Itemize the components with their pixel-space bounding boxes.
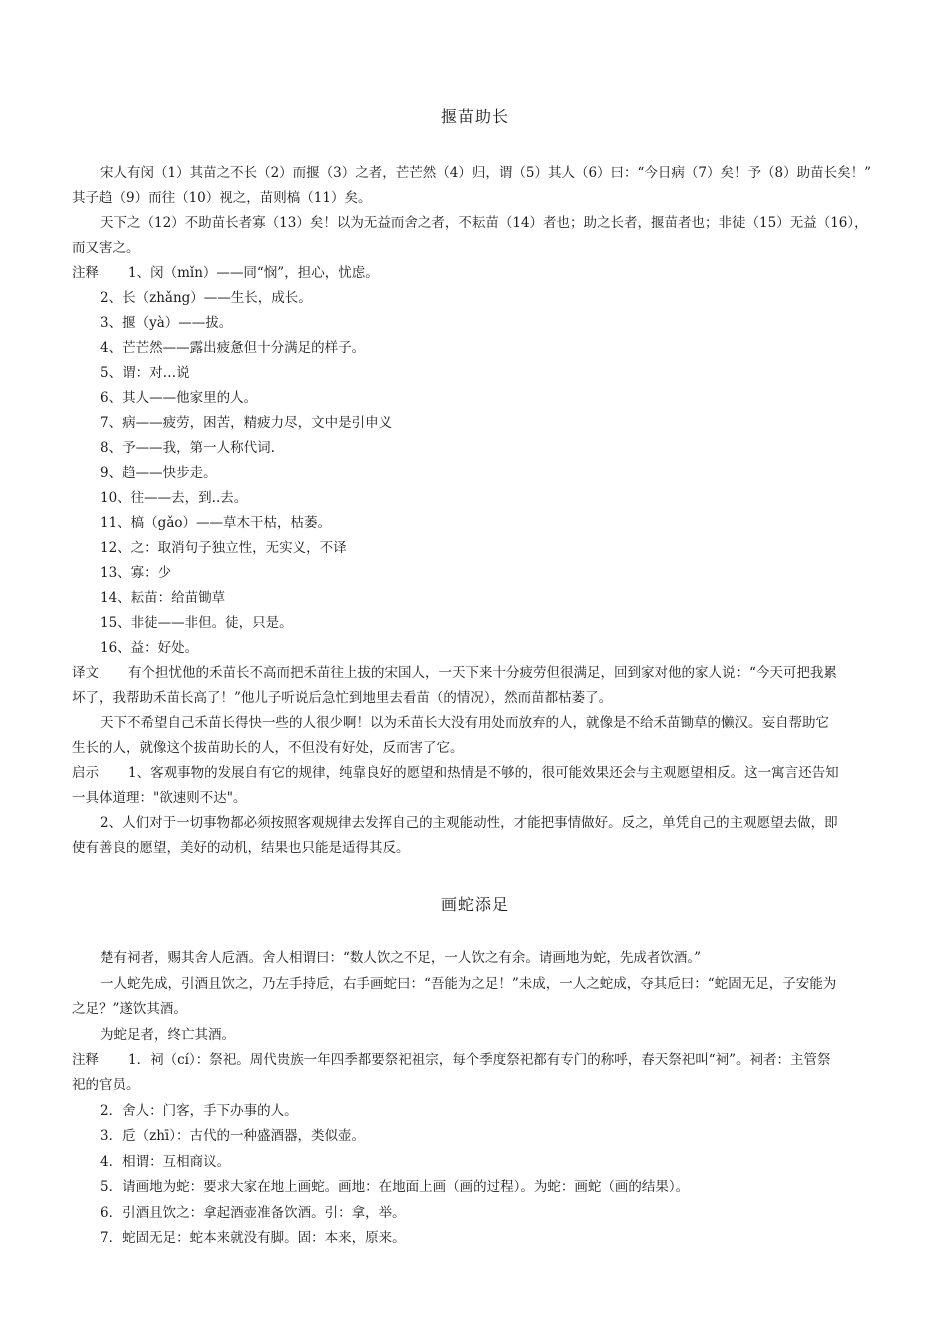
note-item: 13、寡：少 — [100, 565, 172, 581]
note-item: 9、趋——快步走。 — [100, 465, 217, 481]
note-item: 14、耘苗：给苗锄草 — [100, 590, 226, 606]
notes-label: 注释 — [72, 1052, 99, 1068]
note-item: 5、谓：对…说 — [100, 365, 190, 381]
fable2-text-line: 楚有祠者，赐其舍人卮酒。舍人相谓曰：“数人饮之不足，一人饮之有余。请画地为蛇，先成者饮酒。” — [100, 950, 702, 966]
fable2-title: 画蛇添足 — [440, 895, 509, 914]
note-item: 7．蛇固无足：蛇本来就没有脚。固：本来，原来。 — [100, 1230, 406, 1246]
fable2-text-line: 之足？”遂饮其酒。 — [72, 1001, 187, 1017]
translation-line: 天下不希望自己禾苗长得快一些的人很少啊！以为禾苗长大没有用处而放弃的人，就像是不给禾苗锄草的懒汉。妄自帮助它 — [100, 715, 829, 731]
note-item: 6、其人——他家里的人。 — [100, 390, 258, 406]
fable1-text-line: 而又害之。 — [72, 240, 140, 256]
fable1-text-line: 其子趋（9）而往（10）视之，苗则槁（11）矣。 — [72, 190, 372, 206]
note-item: 3．卮（zhī）：古代的一种盛酒器，类似壶。 — [100, 1128, 365, 1144]
fable2-notes-first — [72, 1050, 880, 1070]
note-item: 6．引酒且饮之：拿起酒壶准备饮酒。引：拿，举。 — [100, 1205, 406, 1221]
translation-label: 译文 — [72, 665, 99, 681]
fable1-text-line: 天下之（12）不助苗长者寡（13）矣！以为无益而舍之者，不耘苗（14）者也；助之长者，揠苗者也；非徒（15）无益（16）， — [100, 215, 868, 231]
insight-label: 启示 — [72, 765, 99, 781]
note-item: 4、芒芒然——露出疲惫但十分满足的样子。 — [100, 340, 366, 356]
note-item: 16、益：好处。 — [100, 640, 199, 656]
fable1-text-line: 宋人有闵（1）其苗之不长（2）而揠（3）之者，芒芒然（4）归，谓（5）其人（6）曰：“今日病（7）矣！予（8）助苗长矣！” — [100, 165, 872, 181]
translation-line: 有个担忧他的禾苗长不高而把禾苗往上拔的宋国人，一天下来十分疲劳但很满足，回到家对他的家人说：“今天可把我累 — [128, 665, 837, 681]
translation-line: 生长的人，就像这个拔苗助长的人，不但没有好处，反而害了它。 — [72, 740, 464, 756]
insight-first — [72, 763, 880, 783]
notes-label: 注释 — [72, 265, 99, 281]
fable1-notes-first — [72, 263, 880, 283]
translation-line: 坏了，我帮助禾苗长高了！”他儿子听说后急忙到地里去看苗（的情况），然而苗都枯萎了。 — [72, 690, 613, 706]
note-item: 2、长（zhǎng）——生长，成长。 — [100, 290, 312, 306]
note-item: 5．请画地为蛇：要求大家在地上画蛇。画地：在地面上画（画的过程）。为蛇：画蛇（画的结果）。 — [100, 1179, 690, 1195]
note-item: 8、予——我，第一人称代词. — [100, 440, 275, 456]
insight-line: 2、人们对于一切事物都必须按照客观规律去发挥自己的主观能动性，才能把事情做好。反之，单凭自己的主观愿望去做，即 — [100, 815, 838, 831]
note-item: 7、病——疲劳，困苦，精疲力尽，文中是引申义 — [100, 415, 393, 431]
note-item: 10、往——去，到..去。 — [100, 490, 248, 506]
note-item: 1、闵（mǐn）——同“悯”，担心，忧虑。 — [128, 265, 379, 281]
insight-line: 使有善良的愿望，美好的动机，结果也只能是适得其反。 — [72, 840, 410, 856]
note-item: 4．相谓：互相商议。 — [100, 1154, 231, 1170]
note-item: 12、之：取消句子独立性，无实义，不译 — [100, 540, 347, 556]
fable2-text-line: 为蛇足者，终亡其酒。 — [100, 1027, 235, 1043]
insight-line: 一具体道理："欲速则不达"。 — [72, 790, 247, 806]
note-item: 11、槁（gǎo）——草木干枯，枯萎。 — [100, 515, 331, 531]
note-item: 2．舍人：门客，手下办事的人。 — [100, 1103, 298, 1119]
note-item: 15、非徒——非但。徒，只是。 — [100, 615, 293, 631]
translation-first — [72, 663, 880, 683]
fable2-text-line: 一人蛇先成，引酒且饮之，乃左手持卮，右手画蛇曰：“吾能为之足！”未成，一人之蛇成，夺其卮曰：“蛇固无足，子安能为 — [100, 976, 837, 992]
note-item: 祀的官员。 — [72, 1077, 140, 1093]
note-item: 1．祠（cí）：祭祀。周代贵族一年四季都要祭祀祖宗，每个季度祭祀都有专门的称呼，春天祭祀叫“祠”。祠者：主管祭 — [128, 1052, 831, 1068]
fable1-title: 揠苗助长 — [440, 107, 509, 126]
insight-line: 1、客观事物的发展自有它的规律，纯靠良好的愿望和热情是不够的，很可能效果还会与主观愿望相反。这一寓言还告知 — [128, 765, 839, 781]
note-item: 3、揠（yà）——拔。 — [100, 315, 233, 331]
